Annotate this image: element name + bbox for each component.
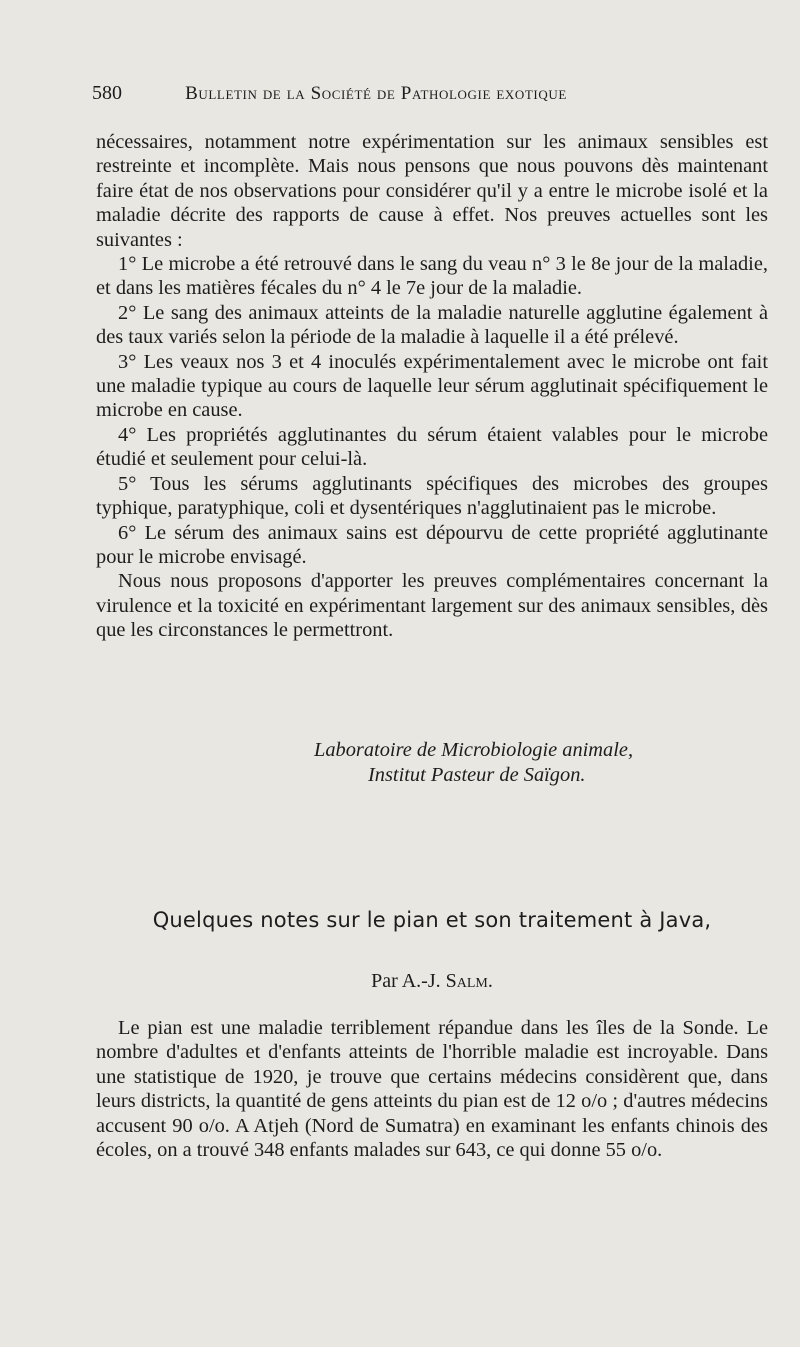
running-title: Bulletin de la Société de Pathologie exotique (185, 83, 567, 104)
paragraph: 4° Les propriétés agglutinantes du sérum étaient valables pour le microbe étudié et seulement pour celui-là. (96, 423, 768, 471)
article-byline (96, 970, 768, 993)
paragraph: 1° Le microbe a été retrouvé dans le sang du veau n° 3 le 8e jour de la maladie, et dans les matières fécales du n° 4 le 7e jour de la maladie. (96, 253, 768, 300)
paragraph: 5° Tous les sérums agglutinants spécifiques des microbes des groupes typhique, paratyphique, coli et dysentériques n'agglutinaient pas le microbe. (96, 472, 768, 520)
paragraph: 3° Les veaux nos 3 et 4 inoculés expérimentalement avec le microbe ont fait une maladie typique au cours de laquelle leur sérum agglutinait spécifiquement le microbe en cause. (96, 350, 768, 422)
article-body (96, 1016, 768, 1162)
signature-laboratory: Laboratoire de Microbiologie animale, (314, 739, 634, 761)
page-number: 580 (92, 82, 122, 104)
paragraph: Nous nous proposons d'apporter les preuves complémentaires concernant la virulence et la toxicité en expérimentant largement sur des animaux sensibles, dès que les circonstances le permettront. (96, 570, 768, 642)
paragraph: Le pian est une maladie terriblement répandue dans les îles de la Sonde. Le nombre d'adultes et d'enfants atteints de l'horrible maladie est incroyable. Dans une statistique de 1920, je trouve que certains médecins considèrent que, dans leurs districts, la quantité de gens atteints du pian est de 12 o/o ; d'autres médecins accusent 90 o/o. A Atjeh (Nord de Sumatra) en examinant les enfants chinois des écoles, on a trouvé 348 enfants malades sur 643, ce qui donne 55 o/o. (96, 1017, 768, 1162)
article-title: Quelques notes sur le pian et son traitement à Java, (152, 908, 712, 932)
byline-author: Salm (445, 970, 488, 992)
section-1-body (96, 130, 768, 643)
paragraph: 6° Le sérum des animaux sains est dépourvu de cette propriété agglutinante pour le microbe envisagé. (96, 521, 768, 568)
signature-institute: Institut Pasteur de Saïgon. (368, 764, 586, 786)
paragraph: 2° Le sang des animaux atteints de la maladie naturelle agglutine également à des taux variés selon la période de la maladie à laquelle il a été prélevé. (96, 301, 768, 349)
paragraph: nécessaires, notamment notre expérimentation sur les animaux sensibles est restreinte et incomplète. Mais nous pensons que nous pouvons dès maintenant faire état de nos observations pour considérer qu'il y a entre le microbe isolé et la maladie décrite des rapports de cause à effet. Nos preuves actuelles sont les suivantes : (96, 131, 768, 251)
page-header (92, 82, 640, 105)
byline-suffix: . (487, 970, 493, 992)
byline-prefix: Par A.-J. (371, 970, 446, 992)
